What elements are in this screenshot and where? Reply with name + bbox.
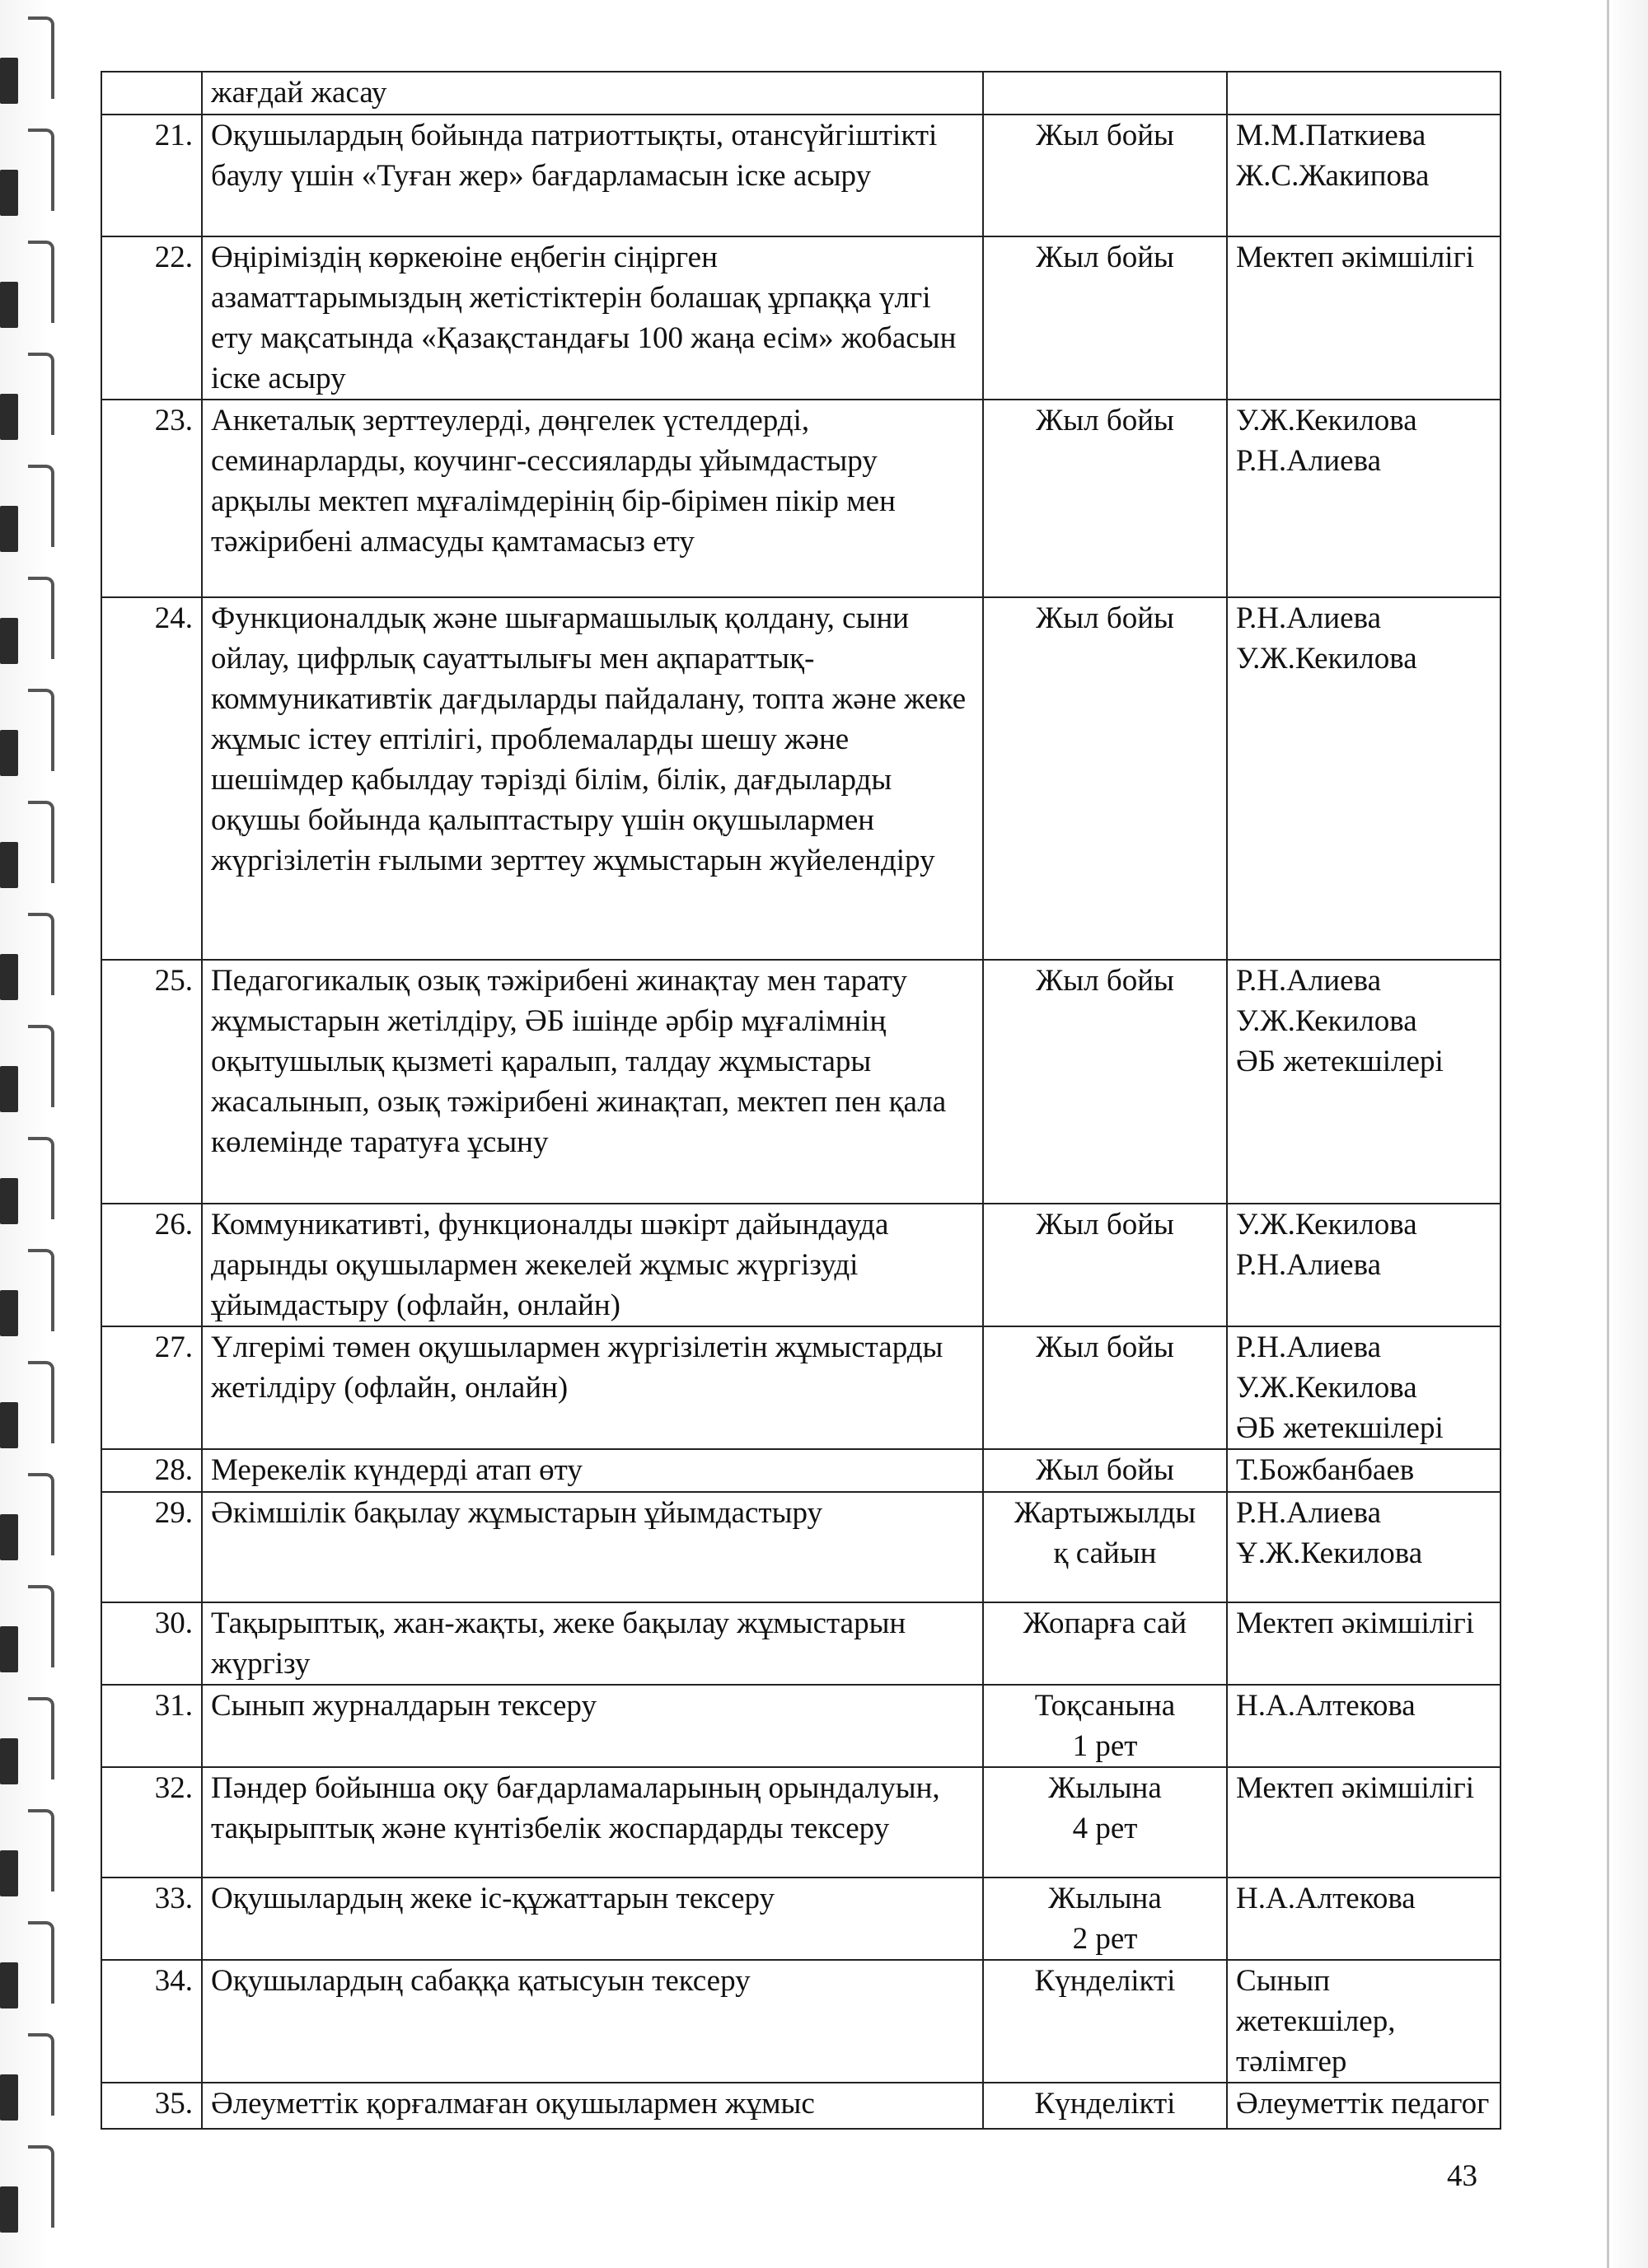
deadline-cell (983, 960, 1227, 1204)
task-cell: Әкімшілік бақылау жұмыстарын ұйымдастыру (202, 1492, 983, 1602)
deadline-cell (983, 1685, 1227, 1767)
row-number: 24. (101, 597, 202, 960)
responsible-person: У.Ж.Кекилова (1236, 404, 1417, 437)
table-row (101, 72, 1501, 115)
binding-ring (28, 1809, 54, 1892)
binding-ring (28, 577, 54, 659)
deadline-cell (983, 72, 1227, 115)
table-row (101, 400, 1501, 597)
deadline-cell (983, 400, 1227, 597)
binding-ring (28, 241, 54, 323)
task-cell: жағдай жасау (202, 72, 983, 115)
binding-hole (0, 730, 18, 776)
task-cell: Әлеуметтік қорғалмаған оқушылармен жұмыс (202, 2083, 983, 2129)
binding-ring (28, 913, 54, 995)
responsible-cell (1227, 1602, 1501, 1685)
task-cell: Үлгерімі төмен оқушылармен жүргізілетін жұмыстарды жетілдіру (офлайн, онлайн) (202, 1326, 983, 1449)
binding-ring (28, 801, 54, 883)
deadline-cell (983, 1602, 1227, 1685)
responsible-person: Әлеуметтік педагог (1236, 2087, 1490, 2121)
row-number: 26. (101, 1204, 202, 1326)
row-number: 29. (101, 1492, 202, 1602)
binding-hole (0, 1066, 18, 1112)
binding-hole (0, 282, 18, 328)
row-number: 34. (101, 1960, 202, 2083)
responsible-person: Р.Н.Алиева (1236, 1496, 1381, 1530)
binding-hole (0, 1178, 18, 1224)
deadline-text: Жартыжылды (1014, 1496, 1196, 1530)
binding-ring (28, 16, 54, 99)
responsible-cell (1227, 1449, 1501, 1492)
responsible-person: Т.Божбанбаев (1236, 1453, 1415, 1487)
row-number: 25. (101, 960, 202, 1204)
table-row (101, 1878, 1501, 1960)
spiral-binding (0, 0, 66, 2268)
row-number: 35. (101, 2083, 202, 2129)
binding-hole (0, 1402, 18, 1448)
task-cell: Оқушылардың бойында патриоттықты, отансүйгіштікті баулу үшін «Туған жер» бағдарламасын іске асыру (202, 115, 983, 236)
binding-hole (0, 2074, 18, 2121)
row-number: 30. (101, 1602, 202, 1685)
responsible-person: Ұ.Ж.Кекилова (1236, 1536, 1423, 1570)
binding-hole (0, 1290, 18, 1336)
table-row (101, 236, 1501, 400)
deadline-text: 1 рет (1072, 1729, 1138, 1763)
deadline-cell (983, 1326, 1227, 1449)
responsible-person: Р.Н.Алиева (1236, 964, 1381, 998)
row-number: 31. (101, 1685, 202, 1767)
binding-hole (0, 1962, 18, 2008)
task-cell: Коммуникативті, функционалды шәкірт дайындауда дарынды оқушылармен жекелей жұмыс жүргізуді ұйымдастыру (офлайн, онлайн) (202, 1204, 983, 1326)
responsible-cell (1227, 72, 1501, 115)
deadline-text: Жыл бойы (1036, 1453, 1174, 1487)
responsible-person: тәлімгер (1236, 2045, 1347, 2079)
task-cell: Пәндер бойынша оқу бағдарламаларының орындалуын, тақырыптық және күнтізбелік жоспардарды тексеру (202, 1767, 983, 1878)
binding-hole (0, 58, 18, 104)
page-number: 43 (1447, 2159, 1477, 2193)
binding-ring (28, 353, 54, 435)
binding-ring (28, 1921, 54, 2004)
task-cell: Функционалдық және шығармашылық қолдану, сыни ойлау, цифрлық сауаттылығы мен ақпараттық-коммуникативтік дағдыларды пайдалану, топта және жеке жұмыс істеу ептілігі, проблемаларды шешу және шешімдер қабылдау тәрізді білім, білік, дағдыларды оқушы бойында қалыптастыру үшін оқушылармен жүргізілетін ғылыми зерттеу жұмыстарын жүйелендіру (202, 597, 983, 960)
responsible-person: У.Ж.Кекилова (1236, 1371, 1417, 1405)
responsible-person: Р.Н.Алиева (1236, 1330, 1381, 1364)
task-cell: Анкеталық зерттеулерді, дөңгелек үстелдерді, семинарларды, коучинг-сессияларды ұйымдастыру арқылы мектеп мұғалімдерінің бір-бірімен пікір мен тәжірибені алмасуды қамтамасыз ету (202, 400, 983, 597)
binding-ring (28, 689, 54, 771)
deadline-cell (983, 1960, 1227, 2083)
responsible-cell (1227, 1878, 1501, 1960)
responsible-person: ӘБ жетекшілері (1236, 1045, 1444, 1078)
deadline-cell (983, 1449, 1227, 1492)
deadline-text: 2 рет (1072, 1922, 1138, 1956)
task-cell: Педагогикалық озық тәжірибені жинақтау мен тарату жұмыстарын жетілдіру, ӘБ ішінде әрбір мұғалімнің оқытушылық қызметі қаралып, талдау жұмыстары жасалынып, озық тәжірибені жинақтап, мектеп пен қала көлемінде таратуға ұсыну (202, 960, 983, 1204)
deadline-text: Жыл бойы (1036, 1208, 1174, 1242)
responsible-person: М.М.Паткиева (1236, 119, 1426, 152)
binding-hole (0, 1738, 18, 1784)
responsible-cell (1227, 400, 1501, 597)
binding-ring (28, 2033, 54, 2116)
table-row (101, 1960, 1501, 2083)
responsible-cell (1227, 1685, 1501, 1767)
binding-hole (0, 618, 18, 664)
responsible-person: Ж.С.Жакипова (1236, 159, 1430, 193)
deadline-text: Жыл бойы (1036, 241, 1174, 274)
deadline-text: Күнделікті (1034, 2087, 1176, 2121)
deadline-text: Жыл бойы (1036, 601, 1174, 635)
deadline-cell (983, 115, 1227, 236)
responsible-cell (1227, 236, 1501, 400)
responsible-cell (1227, 960, 1501, 1204)
binding-hole (0, 1626, 18, 1672)
binding-ring (28, 465, 54, 547)
table-row (101, 1449, 1501, 1492)
row-number: 32. (101, 1767, 202, 1878)
responsible-person: Р.Н.Алиева (1236, 1248, 1381, 1282)
deadline-text: Жыл бойы (1036, 1330, 1174, 1364)
deadline-text: Жыл бойы (1036, 119, 1174, 152)
binding-hole (0, 1850, 18, 1896)
table-row (101, 2083, 1501, 2129)
deadline-text: Жыл бойы (1036, 404, 1174, 437)
table-row (101, 1326, 1501, 1449)
task-cell: Өңіріміздің көркеюіне еңбегін сіңірген азаматтарымыздың жетістіктерін болашақ ұрпаққа үлгі ету мақсатында «Қазақстандағы 100 жаңа есім» жобасын іске асыру (202, 236, 983, 400)
binding-ring (28, 2145, 54, 2228)
deadline-cell (983, 1492, 1227, 1602)
deadline-text: қ сайын (1053, 1536, 1157, 1570)
row-number: 28. (101, 1449, 202, 1492)
deadline-text: Жылына (1048, 1882, 1162, 1915)
deadline-text: Жопарға сай (1023, 1606, 1187, 1640)
binding-hole (0, 170, 18, 216)
row-number: 23. (101, 400, 202, 597)
deadline-text: Жылына (1048, 1771, 1162, 1805)
table-row (101, 1204, 1501, 1326)
binding-hole (0, 842, 18, 888)
responsible-cell (1227, 1326, 1501, 1449)
deadline-cell (983, 1204, 1227, 1326)
deadline-cell (983, 1878, 1227, 1960)
responsible-person: Мектеп әкімшілігі (1236, 1606, 1475, 1640)
responsible-cell (1227, 1960, 1501, 2083)
binding-hole (0, 2186, 18, 2233)
responsible-cell (1227, 2083, 1501, 2129)
deadline-cell (983, 236, 1227, 400)
binding-ring (28, 1473, 54, 1555)
task-cell: Оқушылардың жеке іс-құжаттарын тексеру (202, 1878, 983, 1960)
binding-ring (28, 129, 54, 211)
binding-hole (0, 506, 18, 552)
task-cell: Сынып журналдарын тексеру (202, 1685, 983, 1767)
responsible-cell (1227, 1492, 1501, 1602)
responsible-cell (1227, 1204, 1501, 1326)
binding-ring (28, 1585, 54, 1667)
binding-hole (0, 954, 18, 1000)
table-row (101, 115, 1501, 236)
table-row (101, 1685, 1501, 1767)
deadline-text: 4 рет (1072, 1812, 1138, 1845)
responsible-cell (1227, 115, 1501, 236)
deadline-cell (983, 597, 1227, 960)
row-number: 21. (101, 115, 202, 236)
responsible-person: Р.Н.Алиева (1236, 601, 1381, 635)
task-cell: Оқушылардың сабаққа қатысуын тексеру (202, 1960, 983, 2083)
responsible-person: Н.А.Алтекова (1236, 1882, 1416, 1915)
deadline-text: Тоқсанына (1034, 1689, 1176, 1723)
task-cell: Мерекелік күндерді атап өту (202, 1449, 983, 1492)
responsible-person: Н.А.Алтекова (1236, 1689, 1416, 1723)
responsible-person: Мектеп әкімшілігі (1236, 241, 1475, 274)
binding-ring (28, 1697, 54, 1779)
responsible-cell (1227, 597, 1501, 960)
responsible-person: У.Ж.Кекилова (1236, 1208, 1417, 1242)
responsible-person: Р.Н.Алиева (1236, 444, 1381, 478)
binding-hole (0, 1514, 18, 1560)
binding-ring (28, 1137, 54, 1219)
row-number: 33. (101, 1878, 202, 1960)
deadline-text: Күнделікті (1034, 1964, 1176, 1998)
binding-ring (28, 1025, 54, 1107)
binding-ring (28, 1249, 54, 1331)
responsible-person: У.Ж.Кекилова (1236, 1004, 1417, 1038)
responsible-person: Сынып жетекшілер, (1236, 1964, 1396, 2038)
table-row (101, 960, 1501, 1204)
task-cell: Тақырыптық, жан-жақты, жеке бақылау жұмыстарын жүргізу (202, 1602, 983, 1685)
row-number: 22. (101, 236, 202, 400)
responsible-cell (1227, 1767, 1501, 1878)
table-row (101, 1492, 1501, 1602)
deadline-cell (983, 1767, 1227, 1878)
binding-ring (28, 1361, 54, 1443)
responsible-person: У.Ж.Кекилова (1236, 642, 1417, 676)
deadline-cell (983, 2083, 1227, 2129)
table-row (101, 1602, 1501, 1685)
responsible-person: ӘБ жетекшілері (1236, 1411, 1444, 1445)
page-edge (1607, 0, 1609, 2268)
binding-hole (0, 394, 18, 440)
deadline-text: Жыл бойы (1036, 964, 1174, 998)
plan-table (101, 71, 1501, 2130)
plan-table-body (101, 72, 1501, 2129)
table-row (101, 1767, 1501, 1878)
row-number: 27. (101, 1326, 202, 1449)
responsible-person: Мектеп әкімшілігі (1236, 1771, 1475, 1805)
table-row (101, 597, 1501, 960)
row-number (101, 72, 202, 115)
